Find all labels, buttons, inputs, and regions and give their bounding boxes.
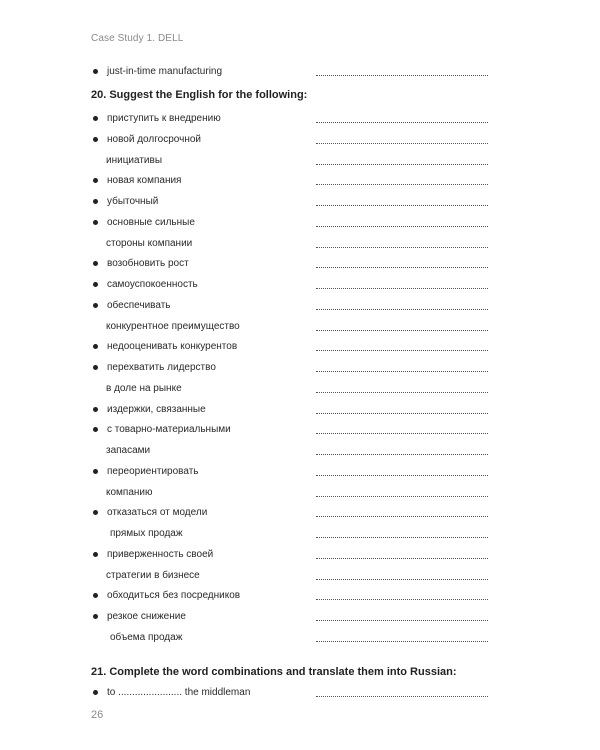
list-item-continuation <box>0 569 600 585</box>
term-text: резкое снижение <box>107 611 186 622</box>
answer-line[interactable] <box>316 413 488 414</box>
list-item <box>0 65 600 81</box>
term-text: to ....................... the middleman <box>107 687 251 698</box>
list-item <box>0 423 600 439</box>
term-text: запасами <box>106 445 151 456</box>
bullet-icon <box>93 427 98 432</box>
list-item <box>0 403 600 419</box>
term-text: компанию <box>106 486 153 498</box>
bullet-icon <box>93 69 98 74</box>
answer-line[interactable] <box>316 247 488 248</box>
bullet-icon <box>93 510 98 515</box>
bullet-icon <box>93 365 98 370</box>
list-item <box>0 174 600 190</box>
list-item-continuation <box>0 486 600 502</box>
bullet-icon <box>93 199 98 204</box>
answer-line[interactable] <box>316 579 488 580</box>
bullet-icon <box>93 137 98 142</box>
list-item <box>0 361 600 377</box>
term-text: в доле на рынке <box>106 382 182 394</box>
list-item <box>0 257 600 273</box>
term-text: отказаться от модели <box>107 507 208 519</box>
answer-line[interactable] <box>316 184 488 185</box>
term-text: основные сильные <box>107 216 195 228</box>
list-item <box>0 340 600 356</box>
answer-line[interactable] <box>316 496 488 497</box>
bullet-icon <box>93 593 98 598</box>
answer-line[interactable] <box>316 454 488 455</box>
answer-line[interactable] <box>316 309 488 310</box>
bullet-icon <box>93 261 98 266</box>
answer-line[interactable] <box>316 558 488 559</box>
list-item <box>0 299 600 315</box>
running-head: Case Study 1. DELL <box>91 33 184 44</box>
list-item-continuation <box>0 237 600 253</box>
bullet-icon <box>93 690 98 695</box>
bullet-icon <box>93 282 98 287</box>
bullet-icon <box>93 220 98 225</box>
list-item <box>0 112 600 128</box>
answer-line[interactable] <box>316 599 488 600</box>
term-text: конкурентное преимущество <box>106 320 240 332</box>
term-text: приверженность своей <box>107 548 214 560</box>
answer-line[interactable] <box>316 475 488 476</box>
list-item <box>0 195 600 211</box>
answer-line[interactable] <box>316 537 488 538</box>
answer-line[interactable] <box>316 516 488 517</box>
term-text: обходиться без посредников <box>107 590 241 602</box>
list-item <box>0 465 600 481</box>
answer-line[interactable] <box>316 433 488 434</box>
term-text: приступить к внедрению <box>107 113 221 124</box>
term-text: прямых продаж <box>110 528 183 539</box>
term-text: обеспечивать <box>107 299 171 311</box>
list-item-continuation <box>0 631 600 647</box>
answer-line[interactable] <box>316 620 488 621</box>
term-text: возобновить рост <box>107 258 189 270</box>
term-text: перехватить лидерство <box>107 362 216 373</box>
list-item <box>0 506 600 522</box>
term-text: объема продаж <box>110 631 183 643</box>
answer-line[interactable] <box>316 205 488 206</box>
bullet-icon <box>93 344 98 349</box>
answer-line[interactable] <box>316 392 488 393</box>
list-item <box>0 589 600 605</box>
list-item-continuation <box>0 444 600 460</box>
list-item <box>0 216 600 232</box>
answer-line[interactable] <box>316 226 488 227</box>
term-text: убыточный <box>107 196 159 207</box>
term-text: just-in-time manufacturing <box>107 66 223 77</box>
term-text: самоуспокоенность <box>107 279 198 290</box>
term-text: инициативы <box>106 154 163 166</box>
answer-line[interactable] <box>316 267 488 268</box>
list-item-continuation <box>0 527 600 543</box>
bullet-icon <box>93 116 98 121</box>
answer-line[interactable] <box>316 696 488 697</box>
answer-line[interactable] <box>316 164 488 165</box>
term-text: стороны компании <box>106 237 193 249</box>
list-item <box>0 686 600 702</box>
term-text: недооценивать конкурентов <box>107 341 238 353</box>
term-text: переориентировать <box>107 465 199 477</box>
answer-line[interactable] <box>316 122 488 123</box>
list-item <box>0 610 600 626</box>
bullet-icon <box>93 407 98 412</box>
bullet-icon <box>93 614 98 619</box>
exercise-21-heading: 21. Complete the word combinations and translate them into Russian: <box>91 666 457 678</box>
list-item-continuation <box>0 320 600 336</box>
term-text: стратегии в бизнесе <box>106 569 200 581</box>
answer-line[interactable] <box>316 288 488 289</box>
answer-line[interactable] <box>316 143 488 144</box>
term-text: новая компания <box>107 175 182 187</box>
exercise-20-heading: 20. Suggest the English for the following: <box>91 89 308 101</box>
answer-line[interactable] <box>316 330 488 331</box>
answer-line[interactable] <box>316 371 488 372</box>
term-text: новой долгосрочной <box>107 133 201 145</box>
list-item-continuation <box>0 382 600 398</box>
answer-line[interactable] <box>316 75 488 76</box>
list-item <box>0 133 600 149</box>
bullet-icon <box>93 552 98 557</box>
term-text: с товарно-материальными <box>107 424 231 436</box>
answer-line[interactable] <box>316 350 488 351</box>
term-text: издержки, связанные <box>107 403 206 415</box>
list-item <box>0 548 600 564</box>
bullet-icon <box>93 469 98 474</box>
bullet-icon <box>93 178 98 183</box>
answer-line[interactable] <box>316 641 488 642</box>
list-item <box>0 278 600 294</box>
list-item-continuation <box>0 154 600 170</box>
bullet-icon <box>93 303 98 308</box>
page-number: 26 <box>91 709 104 721</box>
